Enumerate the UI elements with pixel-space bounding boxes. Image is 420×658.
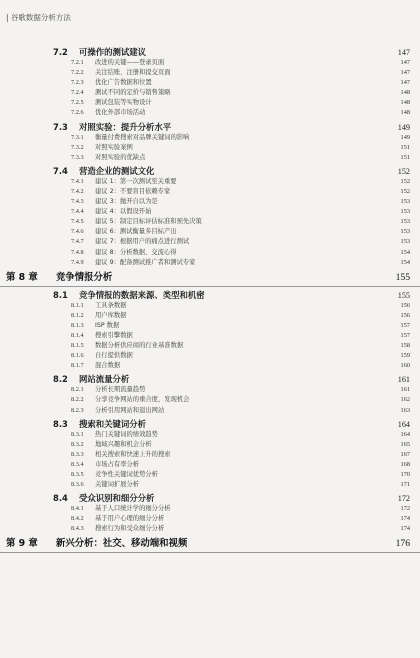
toc-entry-title: 自行提供数据 [95,352,133,360]
toc-entry-page-number: 153 [400,238,410,246]
toc-subsection-entry[interactable] [0,153,420,163]
toc-spacer [0,490,420,492]
toc-entry-title: 热门关键词的绩效趋势 [95,430,158,438]
toc-entry-page-number: 164 [397,419,410,429]
toc-entry-number: 7.4.6 [71,228,84,236]
toc-section-entry[interactable] [0,122,420,133]
toc-entry-title: 搜索和关键词分析 [79,418,146,429]
toc-entry-title: 建议 4：以假设开始 [95,208,152,216]
toc-subsection-entry[interactable] [0,78,420,88]
toc-entry-number: 8.3.4 [71,460,84,468]
toc-entry-page-number: 148 [400,89,410,97]
toc-subsection-entry[interactable] [0,311,420,321]
toc-subsection-entry[interactable] [0,385,420,395]
toc-entry-number: 8.3.5 [71,471,84,478]
toc-section-entry[interactable] [0,166,420,177]
toc-entry-number: 8.4.3 [71,525,84,533]
toc-chapter-entry[interactable] [0,536,420,553]
toc-entry-page-number: 160 [400,362,410,370]
toc-entry-page-number: 157 [400,331,410,339]
toc-entry-page-number: 163 [400,406,410,414]
toc-entry-title: 优化外部市场活动 [95,109,146,117]
toc-subsection-entry[interactable] [0,395,420,405]
toc-entry-number: 8.1.5 [71,342,84,350]
toc-entry-title: 新兴分析：社交、移动端和视频 [56,538,188,550]
toc-entry-title: 建议 1：第一次测试至关重要 [95,177,177,185]
toc-subsection-entry[interactable] [0,480,420,490]
toc-entry-number: 7.4.5 [71,218,84,226]
toc-entry-page-number: 154 [400,258,410,266]
toc-entry-title: 建议 2：不要盲目依赖专家 [95,187,171,195]
toc-entry-page-number: 164 [400,430,410,438]
toc-entry-title: 建议 8：分析数据、交流心得 [95,248,177,256]
toc-entry-page-number: 170 [400,471,410,478]
toc-subsection-entry[interactable] [0,237,420,247]
toc-subsection-entry[interactable] [0,98,420,108]
toc-entry-number: 8.3.2 [71,440,84,448]
toc-entry-title: 网站流量分析 [79,374,130,385]
toc-subsection-entry[interactable] [0,460,420,470]
toc-entry-title: 建议 9：配备测试推广者和测试专家 [95,258,196,266]
toc-entry-number: 7.3.3 [71,153,84,161]
toc-entry-title: 测试不同的定价与销售策略 [95,89,171,97]
toc-entry-title: 竞争情报分析 [56,271,113,283]
toc-entry-title: 相关搜索和快速上升的搜索 [95,450,171,458]
toc-entry-title: 竞争性关键词优势分析 [95,471,158,478]
toc-entry-number: 7.2.3 [71,79,84,87]
running-head: | 谷歌数据分析方法 [6,13,71,22]
toc-entry-number: 8.4.1 [71,505,84,513]
toc-subsection-entry[interactable] [0,440,420,450]
toc-entry-page-number: 153 [400,198,410,206]
toc-entry-page-number: 172 [397,494,410,504]
toc-entry-number: 7.4 [53,165,68,176]
toc-entry-number: 7.2.1 [71,59,84,66]
toc-subsection-entry[interactable] [0,187,420,197]
toc-section-entry[interactable] [0,419,420,430]
table-of-contents [0,46,420,553]
toc-entry-title: ISP 数据 [95,321,120,329]
toc-entry-title: 建议 6：测试衡量多目标产出 [95,228,177,236]
toc-subsection-entry[interactable] [0,341,420,351]
toc-entry-page-number: 152 [400,187,410,195]
toc-entry-number: 7.2 [53,47,68,57]
toc-subsection-entry[interactable] [0,524,420,534]
toc-entry-page-number: 155 [395,271,410,283]
toc-entry-page-number: 174 [400,525,410,533]
toc-subsection-entry[interactable] [0,406,420,416]
toc-entry-number: 8.1 [53,289,68,300]
toc-entry-title: 关键词扩展分析 [95,481,140,489]
toc-subsection-entry[interactable] [0,88,420,98]
toc-entry-title: 关注结账、注册和提交页面 [95,69,171,77]
toc-entry-title: 可操作的测试建议 [79,47,146,57]
toc-entry-page-number: 176 [395,538,410,550]
toc-entry-page-number: 161 [400,386,410,394]
toc-subsection-entry[interactable] [0,321,420,331]
toc-entry-title: 建议 3：抛开自以为是 [95,198,158,206]
toc-entry-number: 8.4.2 [71,515,84,523]
toc-entry-number: 8.2.3 [71,406,84,414]
toc-entry-page-number: 147 [400,59,410,66]
toc-entry-number: 8.3.1 [71,430,84,438]
toc-entry-title: 竞争情报的数据来源、类型和机密 [79,289,205,300]
toc-entry-page-number: 162 [400,396,410,404]
toc-entry-title: 建议 5：制定目标评估标准和预先决策 [95,218,202,226]
toc-entry-page-number: 149 [397,122,410,132]
toc-entry-number: 8.1.6 [71,352,84,360]
toc-entry-title: 对照实验：提升分析水平 [79,121,172,132]
toc-entry-title: 地域兴趣和机会分析 [95,440,152,448]
toc-subsection-entry[interactable] [0,351,420,361]
toc-entry-number: 7.2.4 [71,89,84,97]
toc-entry-number: 8.1.4 [71,331,84,339]
toc-entry-number: 7.4.8 [71,248,84,256]
toc-entry-title: 衡量付费搜索对品牌关键词的影响 [95,133,190,141]
toc-entry-number: 7.3.1 [71,133,84,141]
toc-entry-page-number: 172 [400,505,410,513]
toc-subsection-entry[interactable] [0,217,420,227]
toc-entry-page-number: 165 [400,440,410,448]
toc-entry-number: 7.2.5 [71,99,84,107]
toc-subsection-entry[interactable] [0,258,420,268]
toc-entry-number: 7.4.9 [71,258,84,266]
toc-entry-number: 7.4.7 [71,238,84,246]
toc-entry-title: 市场占有率分析 [95,460,140,468]
toc-entry-number: 7.4.4 [71,208,84,216]
toc-spacer [0,416,420,418]
toc-section-entry[interactable] [0,374,420,385]
toc-entry-title: 分析长期流量趋势 [95,386,146,394]
toc-entry-title: 改进的关键——登录页面 [95,59,165,66]
toc-entry-title: 基于人口统计学的细分分析 [95,505,171,513]
toc-entry-title: 搜索行为和受众细分分析 [95,525,165,533]
toc-subsection-entry[interactable] [0,197,420,207]
toc-subsection-entry[interactable] [0,207,420,217]
toc-section-entry[interactable] [0,47,420,58]
toc-subsection-entry[interactable] [0,58,420,68]
toc-entry-page-number: 148 [400,109,410,117]
toc-spacer [0,163,420,165]
toc-entry-number: 8.2.2 [71,396,84,404]
toc-entry-title: 对照实验案例 [95,143,133,151]
toc-entry-title: 受众识别和细分分析 [79,493,155,504]
toc-spacer [0,119,420,121]
toc-entry-title: 营造企业的测试文化 [79,165,155,176]
toc-subsection-entry[interactable] [0,361,420,371]
toc-subsection-entry[interactable] [0,470,420,480]
toc-entry-number: 第 9 章 [6,538,38,550]
toc-entry-page-number: 156 [400,301,410,309]
toc-entry-number: 8.1.3 [71,321,84,329]
toc-entry-title: 基于用户心理的细分分析 [95,515,165,523]
toc-entry-number: 8.2.1 [71,386,84,394]
toc-entry-number: 7.3.2 [71,143,84,151]
toc-entry-page-number: 158 [400,342,410,350]
toc-entry-page-number: 167 [400,450,410,458]
toc-subsection-entry[interactable] [0,301,420,311]
toc-entry-page-number: 149 [400,133,410,141]
toc-entry-number: 8.3.6 [71,481,84,489]
toc-entry-number: 7.4.2 [71,187,84,195]
toc-entry-page-number: 155 [397,290,410,300]
toc-entry-page-number: 159 [400,352,410,360]
toc-entry-title: 对照实验的优缺点 [95,153,146,161]
toc-entry-page-number: 153 [400,208,410,216]
toc-entry-page-number: 153 [400,228,410,236]
toc-section-entry[interactable] [0,290,420,301]
toc-entry-number: 7.3 [53,121,68,132]
toc-entry-number: 8.4 [53,493,68,504]
toc-entry-number: 8.1.7 [71,362,84,370]
toc-entry-number: 7.4.3 [71,198,84,206]
toc-entry-title: 工具条数据 [95,301,127,309]
toc-entry-number: 8.1.1 [71,301,84,309]
toc-entry-page-number: 154 [400,248,410,256]
toc-entry-title: 分析引用网站和退出网站 [95,406,165,414]
toc-entry-number: 7.2.2 [71,69,84,77]
toc-subsection-entry[interactable] [0,430,420,440]
toc-subsection-entry[interactable] [0,133,420,143]
toc-entry-page-number: 151 [400,153,410,161]
toc-entry-number: 8.1.2 [71,311,84,319]
toc-entry-number: 第 8 章 [6,271,38,283]
toc-entry-page-number: 157 [400,321,410,329]
toc-entry-title: 分享竞争网站的重合度，发现机会 [95,396,190,404]
toc-subsection-entry[interactable] [0,514,420,524]
toc-chapter-entry[interactable] [0,270,420,287]
toc-entry-page-number: 152 [397,166,410,176]
toc-entry-page-number: 174 [400,515,410,523]
toc-subsection-entry[interactable] [0,68,420,78]
toc-entry-page-number: 168 [400,460,410,468]
toc-entry-title: 混合数据 [95,362,121,370]
toc-subsection-entry[interactable] [0,177,420,187]
toc-entry-title: 搜索引擎数据 [95,331,133,339]
toc-entry-page-number: 148 [400,99,410,107]
toc-entry-title: 用户库数据 [95,311,127,319]
toc-subsection-entry[interactable] [0,248,420,258]
toc-entry-number: 7.4.1 [71,177,84,185]
toc-subsection-entry[interactable] [0,450,420,460]
toc-entry-page-number: 151 [400,143,410,151]
toc-subsection-entry[interactable] [0,227,420,237]
toc-entry-page-number: 161 [397,375,410,385]
toc-entry-number: 8.3 [53,418,68,429]
toc-subsection-entry[interactable] [0,331,420,341]
toc-entry-number: 7.2.6 [71,109,84,117]
toc-entry-page-number: 171 [400,481,410,489]
toc-entry-page-number: 152 [400,177,410,185]
toc-entry-page-number: 153 [400,218,410,226]
toc-entry-page-number: 147 [400,79,410,87]
toc-spacer [0,371,420,373]
toc-entry-page-number: 147 [397,48,410,57]
toc-section-entry[interactable] [0,493,420,504]
toc-entry-page-number: 156 [400,311,410,319]
toc-subsection-entry[interactable] [0,108,420,118]
toc-entry-page-number: 147 [400,69,410,77]
toc-entry-number: 8.3.3 [71,450,84,458]
toc-entry-title: 建议 7：根据用户的痛点进行测试 [95,238,190,246]
toc-subsection-entry[interactable] [0,504,420,514]
toc-entry-number: 8.2 [53,374,68,385]
toc-entry-title: 测试包装等实物设计 [95,99,152,107]
toc-subsection-entry[interactable] [0,143,420,153]
toc-entry-title: 数据分析供应商的行业基准数据 [95,342,184,350]
toc-spacer [0,287,420,289]
toc-entry-title: 优化广告数据和位置 [95,79,152,87]
